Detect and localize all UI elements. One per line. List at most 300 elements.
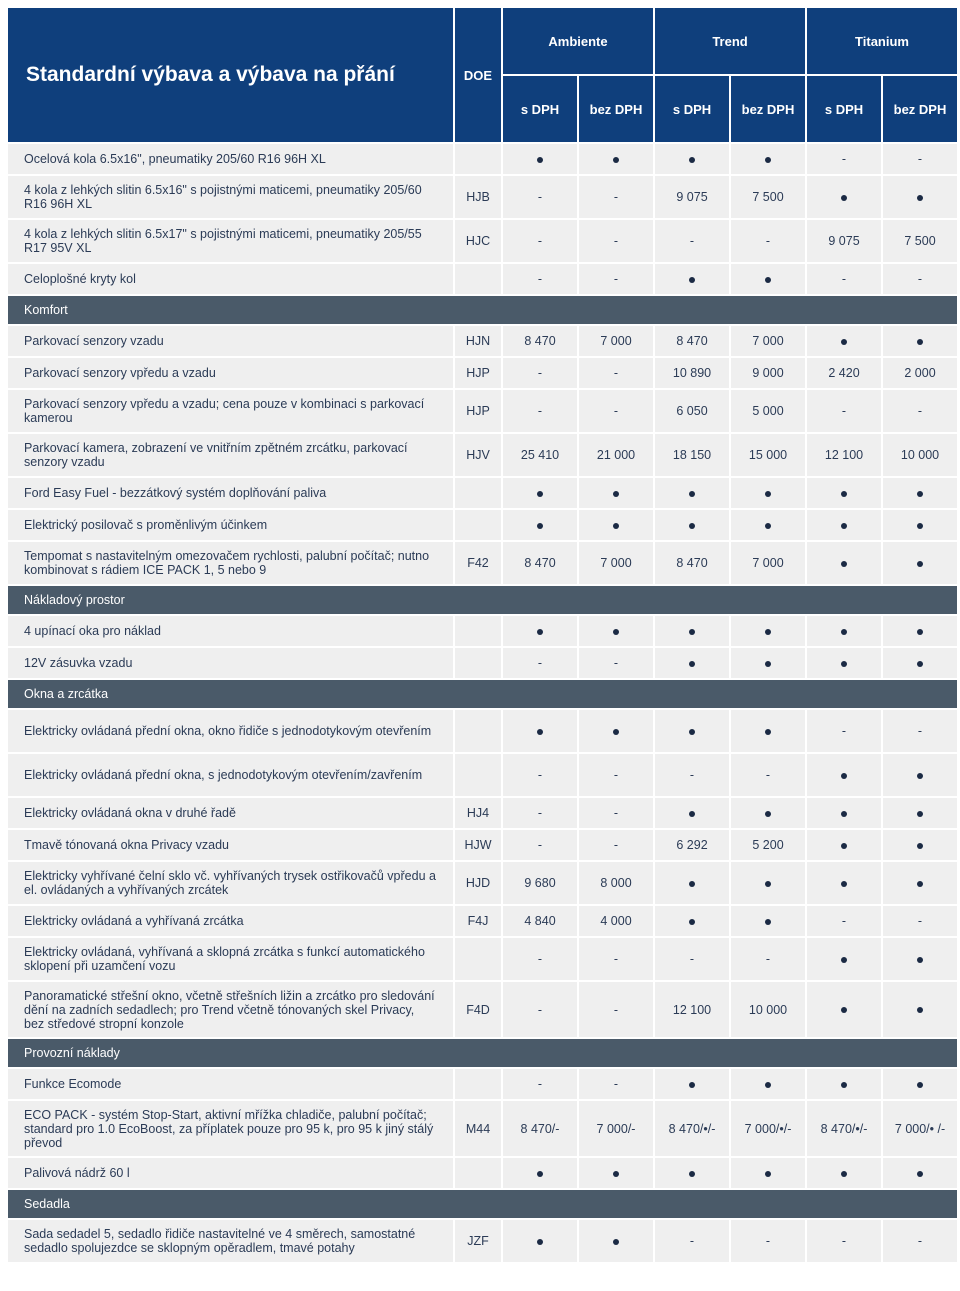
section-header-row <box>8 1039 957 1067</box>
doe-code <box>455 264 501 294</box>
table-row <box>8 434 957 476</box>
standard-dot-cell <box>655 648 729 678</box>
standard-dot-icon <box>689 661 695 667</box>
doe-code <box>455 144 501 174</box>
standard-dot-icon <box>765 523 771 529</box>
price-cell: - <box>503 938 577 980</box>
standard-dot-icon <box>689 491 695 497</box>
price-cell: - <box>731 1220 805 1262</box>
standard-dot-icon <box>917 523 923 529</box>
doe-code: HJN <box>455 326 501 356</box>
price-cell: - <box>503 176 577 218</box>
standard-dot-cell <box>807 176 881 218</box>
standard-dot-cell <box>883 1158 957 1188</box>
price-cell: 7 500 <box>731 176 805 218</box>
standard-dot-icon <box>841 773 847 779</box>
price-cell: 8 470 <box>655 326 729 356</box>
feature-name: Ford Easy Fuel - bezzátkový systém doplňování paliva <box>8 478 453 508</box>
section-header-row <box>8 1190 957 1218</box>
doe-code <box>455 938 501 980</box>
price-cell: 6 050 <box>655 390 729 432</box>
standard-dot-icon <box>613 157 619 163</box>
feature-name: Parkovací senzory vpředu a vzadu; cena pouze v kombinaci s parkovací kamerou <box>8 390 453 432</box>
doe-code: HJP <box>455 358 501 388</box>
standard-dot-icon <box>841 339 847 345</box>
price-cell: 10 000 <box>731 982 805 1037</box>
standard-dot-cell <box>731 1069 805 1099</box>
doe-code: F4D <box>455 982 501 1037</box>
standard-dot-icon <box>765 157 771 163</box>
section-header-row <box>8 680 957 708</box>
standard-dot-icon <box>841 1082 847 1088</box>
feature-name: Elektricky ovládaná, vyhřívaná a sklopná zrcátka s funkcí automatického sklopení při uzamčení vozu <box>8 938 453 980</box>
price-cell: 8 470 <box>655 542 729 584</box>
feature-name: 12V zásuvka vzadu <box>8 648 453 678</box>
standard-dot-cell <box>807 830 881 860</box>
standard-dot-cell <box>731 478 805 508</box>
standard-dot-cell <box>807 1069 881 1099</box>
price-cell: 5 000 <box>731 390 805 432</box>
standard-dot-icon <box>765 491 771 497</box>
price-cell: 12 100 <box>655 982 729 1037</box>
price-cell: - <box>883 906 957 936</box>
standard-dot-cell <box>883 1069 957 1099</box>
doe-code <box>455 1158 501 1188</box>
price-cell: 7 000/•/- <box>731 1101 805 1156</box>
table-row <box>8 710 957 752</box>
standard-dot-cell <box>883 938 957 980</box>
standard-dot-icon <box>841 843 847 849</box>
standard-dot-icon <box>613 491 619 497</box>
table-row <box>8 478 957 508</box>
standard-dot-icon <box>537 523 543 529</box>
standard-dot-cell <box>807 1158 881 1188</box>
price-cell: - <box>579 648 653 678</box>
doe-code <box>455 710 501 752</box>
price-cell: 18 150 <box>655 434 729 476</box>
feature-name: ECO PACK - systém Stop-Start, aktivní mřížka chladiče, palubní počítač; standard pro 1.0 EcoBoost, za příplatek pouze pro 95 k, pro 95 k jiný stálý převod <box>8 1101 453 1156</box>
feature-name: Palivová nádrž 60 l <box>8 1158 453 1188</box>
price-cell: - <box>503 358 577 388</box>
price-cell: 21 000 <box>579 434 653 476</box>
standard-dot-icon <box>537 1239 543 1245</box>
price-cell: - <box>503 264 577 294</box>
price-cell: 2 000 <box>883 358 957 388</box>
table-row <box>8 1101 957 1156</box>
price-cell: 8 470/•/- <box>655 1101 729 1156</box>
feature-name: 4 kola z lehkých slitin 6.5x16" s pojistnými maticemi, pneumatiky 205/60 R16 96H XL <box>8 176 453 218</box>
standard-dot-cell <box>883 830 957 860</box>
price-cell: 12 100 <box>807 434 881 476</box>
standard-dot-icon <box>841 561 847 567</box>
section-title: Nákladový prostor <box>8 586 957 614</box>
standard-dot-cell <box>655 144 729 174</box>
feature-name: Elektricky vyhřívané čelní sklo vč. vyhřívaných trysek ostřikovačů vpředu a el. ovládaných a vyhřívaných zrcátek <box>8 862 453 904</box>
price-cell: - <box>883 710 957 752</box>
standard-dot-cell <box>883 176 957 218</box>
price-header: s DPH <box>655 76 729 142</box>
standard-dot-icon <box>537 629 543 635</box>
feature-name: Parkovací senzory vzadu <box>8 326 453 356</box>
standard-dot-icon <box>917 843 923 849</box>
standard-dot-cell <box>655 1158 729 1188</box>
price-cell: - <box>883 144 957 174</box>
standard-dot-cell <box>731 144 805 174</box>
price-cell: - <box>503 798 577 828</box>
standard-dot-icon <box>689 523 695 529</box>
feature-name: 4 kola z lehkých slitin 6.5x17" s pojistnými maticemi, pneumatiky 205/55 R17 95V XL <box>8 220 453 262</box>
standard-dot-icon <box>765 1082 771 1088</box>
standard-dot-cell <box>503 1220 577 1262</box>
feature-name: Parkovací kamera, zobrazení ve vnitřním zpětném zrcátku, parkovací senzory vzadu <box>8 434 453 476</box>
table-row <box>8 220 957 262</box>
standard-dot-icon <box>917 661 923 667</box>
standard-dot-icon <box>765 661 771 667</box>
standard-dot-cell <box>731 906 805 936</box>
feature-name: Panoramatické střešní okno, včetně střešních ližin a zrcátko pro sledování dění na zadních sedadlech; pro Trend včetně tónovaných skel Privacy, bez středové stropní konzole <box>8 982 453 1037</box>
standard-dot-cell <box>579 510 653 540</box>
price-cell: - <box>503 830 577 860</box>
standard-dot-cell <box>807 478 881 508</box>
price-cell: 10 000 <box>883 434 957 476</box>
price-cell: - <box>579 358 653 388</box>
standard-dot-icon <box>841 491 847 497</box>
standard-dot-icon <box>841 661 847 667</box>
standard-dot-icon <box>613 1239 619 1245</box>
standard-dot-icon <box>613 1171 619 1177</box>
standard-dot-cell <box>883 510 957 540</box>
price-cell: - <box>731 754 805 796</box>
standard-dot-icon <box>917 1171 923 1177</box>
standard-dot-icon <box>917 811 923 817</box>
standard-dot-cell <box>579 1220 653 1262</box>
feature-name: Tempomat s nastavitelným omezovačem rychlosti, palubní počítač; nutno kombinovat s rádiem ICE PACK 1, 5 nebo 9 <box>8 542 453 584</box>
standard-dot-cell <box>655 1069 729 1099</box>
table-row <box>8 390 957 432</box>
table-row <box>8 798 957 828</box>
price-cell: 8 000 <box>579 862 653 904</box>
price-cell: - <box>579 390 653 432</box>
feature-name: Tmavě tónovaná okna Privacy vzadu <box>8 830 453 860</box>
price-cell: 7 000 <box>579 542 653 584</box>
standard-dot-cell <box>883 616 957 646</box>
price-cell: - <box>579 176 653 218</box>
price-cell: - <box>807 144 881 174</box>
standard-dot-icon <box>537 729 543 735</box>
standard-dot-icon <box>841 881 847 887</box>
price-header: bez DPH <box>883 76 957 142</box>
standard-dot-cell <box>883 798 957 828</box>
price-cell: 9 000 <box>731 358 805 388</box>
standard-dot-cell <box>883 542 957 584</box>
price-cell: 9 075 <box>655 176 729 218</box>
standard-dot-cell <box>503 510 577 540</box>
price-header: bez DPH <box>579 76 653 142</box>
feature-name: Elektrický posilovač s proměnlivým účinkem <box>8 510 453 540</box>
price-cell: 7 500 <box>883 220 957 262</box>
standard-dot-cell <box>807 862 881 904</box>
standard-dot-icon <box>917 957 923 963</box>
price-cell: 2 420 <box>807 358 881 388</box>
standard-dot-icon <box>917 561 923 567</box>
standard-dot-cell <box>579 478 653 508</box>
standard-dot-icon <box>841 629 847 635</box>
table-row <box>8 1220 957 1262</box>
standard-dot-cell <box>503 1158 577 1188</box>
price-cell: - <box>807 1220 881 1262</box>
table-row <box>8 982 957 1037</box>
price-cell: - <box>883 390 957 432</box>
standard-dot-icon <box>689 157 695 163</box>
standard-dot-icon <box>917 195 923 201</box>
price-cell: - <box>503 220 577 262</box>
standard-dot-cell <box>731 510 805 540</box>
standard-dot-cell <box>731 648 805 678</box>
table-row <box>8 510 957 540</box>
doe-header: DOE <box>455 8 501 142</box>
standard-dot-icon <box>841 957 847 963</box>
trim-header-titanium: Titanium <box>807 8 957 74</box>
feature-name: Elektricky ovládaná přední okna, s jednodotykovým otevřením/zavřením <box>8 754 453 796</box>
price-cell: 8 470 <box>503 542 577 584</box>
standard-dot-cell <box>731 1158 805 1188</box>
standard-dot-cell <box>807 648 881 678</box>
standard-dot-cell <box>807 754 881 796</box>
price-cell: - <box>579 1069 653 1099</box>
price-cell: 5 200 <box>731 830 805 860</box>
standard-dot-icon <box>689 629 695 635</box>
doe-code <box>455 478 501 508</box>
standard-dot-icon <box>841 523 847 529</box>
table-row <box>8 358 957 388</box>
standard-dot-icon <box>537 1171 543 1177</box>
section-title: Okna a zrcátka <box>8 680 957 708</box>
price-cell: 15 000 <box>731 434 805 476</box>
price-cell: - <box>655 754 729 796</box>
standard-dot-cell <box>807 542 881 584</box>
section-title: Sedadla <box>8 1190 957 1218</box>
standard-dot-icon <box>689 1082 695 1088</box>
section-header-row <box>8 586 957 614</box>
price-cell: - <box>883 264 957 294</box>
standard-dot-icon <box>689 1171 695 1177</box>
standard-dot-icon <box>613 523 619 529</box>
standard-dot-icon <box>765 881 771 887</box>
standard-dot-icon <box>841 1171 847 1177</box>
standard-dot-icon <box>917 1082 923 1088</box>
standard-dot-icon <box>841 1007 847 1013</box>
page-title-text: Standardní výbava a výbava na přání <box>26 63 395 86</box>
feature-name: Elektricky ovládaná přední okna, okno řidiče s jednodotykovým otevřením <box>8 710 453 752</box>
price-cell: - <box>655 938 729 980</box>
feature-name: Elektricky ovládaná okna v druhé řadě <box>8 798 453 828</box>
price-cell: 7 000 <box>731 542 805 584</box>
doe-code <box>455 648 501 678</box>
page-title <box>8 8 453 142</box>
doe-code: F4J <box>455 906 501 936</box>
equipment-table <box>6 6 959 1264</box>
price-cell: 8 470/- <box>503 1101 577 1156</box>
price-cell: 4 000 <box>579 906 653 936</box>
doe-code: HJP <box>455 390 501 432</box>
price-cell: - <box>807 710 881 752</box>
trim-header-trend: Trend <box>655 8 805 74</box>
standard-dot-cell <box>883 648 957 678</box>
feature-name: Parkovací senzory vpředu a vzadu <box>8 358 453 388</box>
standard-dot-icon <box>765 277 771 283</box>
doe-code: HJW <box>455 830 501 860</box>
price-cell: 7 000 <box>579 326 653 356</box>
doe-code: HJ4 <box>455 798 501 828</box>
price-cell: - <box>807 906 881 936</box>
price-cell: 25 410 <box>503 434 577 476</box>
price-cell: 10 890 <box>655 358 729 388</box>
standard-dot-cell <box>807 510 881 540</box>
standard-dot-icon <box>537 491 543 497</box>
doe-code: M44 <box>455 1101 501 1156</box>
standard-dot-cell <box>579 710 653 752</box>
price-cell: - <box>579 264 653 294</box>
table-row <box>8 326 957 356</box>
price-cell: - <box>579 982 653 1037</box>
price-cell: 7 000 <box>731 326 805 356</box>
trim-header-ambiente: Ambiente <box>503 8 653 74</box>
doe-code: F42 <box>455 542 501 584</box>
price-cell: - <box>503 982 577 1037</box>
standard-dot-icon <box>765 1171 771 1177</box>
standard-dot-cell <box>807 798 881 828</box>
standard-dot-cell <box>655 510 729 540</box>
doe-code <box>455 510 501 540</box>
price-cell: - <box>579 798 653 828</box>
standard-dot-cell <box>579 144 653 174</box>
section-title: Provozní náklady <box>8 1039 957 1067</box>
standard-dot-cell <box>503 616 577 646</box>
price-header: s DPH <box>807 76 881 142</box>
standard-dot-icon <box>841 811 847 817</box>
doe-code <box>455 754 501 796</box>
table-row <box>8 176 957 218</box>
price-cell: - <box>579 938 653 980</box>
doe-code: HJB <box>455 176 501 218</box>
feature-name: Funkce Ecomode <box>8 1069 453 1099</box>
standard-dot-cell <box>883 478 957 508</box>
price-header: s DPH <box>503 76 577 142</box>
feature-name: Ocelová kola 6.5x16", pneumatiky 205/60 R16 96H XL <box>8 144 453 174</box>
table-row <box>8 144 957 174</box>
standard-dot-cell <box>731 710 805 752</box>
standard-dot-icon <box>689 811 695 817</box>
standard-dot-cell <box>503 710 577 752</box>
standard-dot-cell <box>503 478 577 508</box>
table-row <box>8 542 957 584</box>
price-cell: - <box>883 1220 957 1262</box>
standard-dot-icon <box>689 277 695 283</box>
standard-dot-cell <box>807 982 881 1037</box>
standard-dot-cell <box>883 862 957 904</box>
standard-dot-cell <box>883 982 957 1037</box>
section-header-row <box>8 296 957 324</box>
price-cell: - <box>807 390 881 432</box>
standard-dot-cell <box>655 862 729 904</box>
doe-code: HJC <box>455 220 501 262</box>
standard-dot-icon <box>917 491 923 497</box>
standard-dot-icon <box>765 629 771 635</box>
doe-code: HJD <box>455 862 501 904</box>
standard-dot-icon <box>689 881 695 887</box>
price-cell: 8 470/•/- <box>807 1101 881 1156</box>
standard-dot-cell <box>655 710 729 752</box>
table-row <box>8 830 957 860</box>
doe-code <box>455 616 501 646</box>
standard-dot-icon <box>613 729 619 735</box>
price-cell: - <box>655 220 729 262</box>
standard-dot-cell <box>731 798 805 828</box>
feature-name: Elektricky ovládaná a vyhřívaná zrcátka <box>8 906 453 936</box>
price-cell: 9 680 <box>503 862 577 904</box>
standard-dot-cell <box>731 862 805 904</box>
standard-dot-icon <box>689 729 695 735</box>
standard-dot-icon <box>841 195 847 201</box>
price-cell: - <box>731 220 805 262</box>
table-row <box>8 616 957 646</box>
standard-dot-cell <box>883 754 957 796</box>
price-cell: - <box>731 938 805 980</box>
standard-dot-cell <box>883 326 957 356</box>
standard-dot-cell <box>807 326 881 356</box>
standard-dot-icon <box>765 811 771 817</box>
doe-code: JZF <box>455 1220 501 1262</box>
standard-dot-cell <box>655 264 729 294</box>
price-cell: 8 470 <box>503 326 577 356</box>
price-cell: - <box>503 754 577 796</box>
table-row <box>8 1158 957 1188</box>
feature-name: 4 upínací oka pro náklad <box>8 616 453 646</box>
table-row <box>8 1069 957 1099</box>
price-cell: - <box>503 1069 577 1099</box>
standard-dot-cell <box>655 906 729 936</box>
feature-name: Sada sedadel 5, sedadlo řidiče nastavitelné ve 4 směrech, samostatné sedadlo spolujezdce se sklopným opěradlem, tmavé potahy <box>8 1220 453 1262</box>
standard-dot-icon <box>689 919 695 925</box>
section-title: Komfort <box>8 296 957 324</box>
standard-dot-cell <box>807 616 881 646</box>
standard-dot-cell <box>579 1158 653 1188</box>
price-cell: 7 000/• /- <box>883 1101 957 1156</box>
standard-dot-cell <box>731 616 805 646</box>
table-row <box>8 648 957 678</box>
price-cell: 4 840 <box>503 906 577 936</box>
table-row <box>8 862 957 904</box>
standard-dot-icon <box>765 919 771 925</box>
feature-name: Celoplošné kryty kol <box>8 264 453 294</box>
table-body <box>8 144 957 1262</box>
price-cell: - <box>579 830 653 860</box>
standard-dot-icon <box>537 157 543 163</box>
standard-dot-cell <box>579 616 653 646</box>
standard-dot-cell <box>655 478 729 508</box>
table-row <box>8 264 957 294</box>
standard-dot-cell <box>655 616 729 646</box>
price-cell: 7 000/- <box>579 1101 653 1156</box>
standard-dot-icon <box>917 773 923 779</box>
standard-dot-icon <box>613 629 619 635</box>
doe-code: HJV <box>455 434 501 476</box>
doe-code <box>455 1069 501 1099</box>
price-cell: - <box>503 390 577 432</box>
price-cell: 9 075 <box>807 220 881 262</box>
standard-dot-cell <box>807 938 881 980</box>
price-cell: - <box>579 754 653 796</box>
